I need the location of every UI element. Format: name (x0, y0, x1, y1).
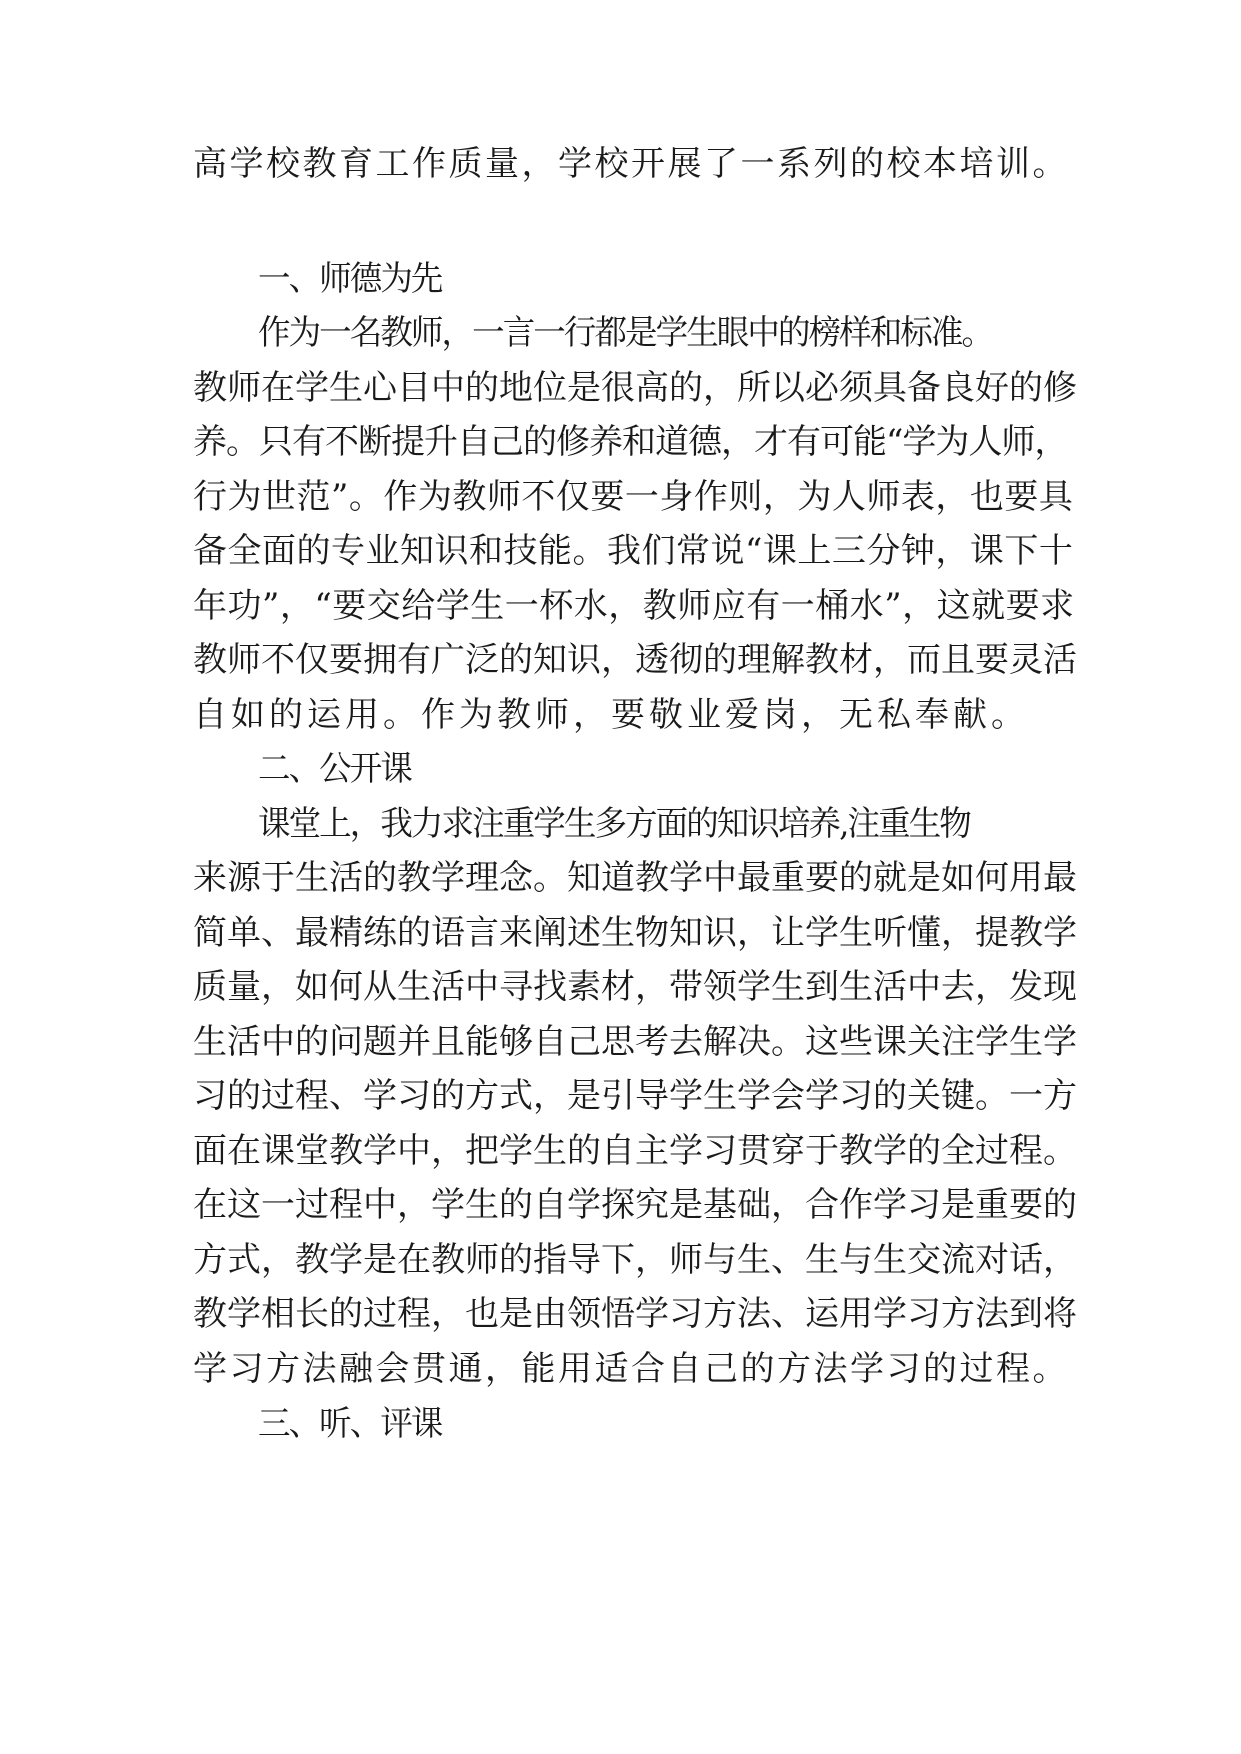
paragraph-line: 行为世范”。作为教师不仅要一身作则，为人师表，也要具 (193, 477, 1074, 517)
paragraph-line: 方式，教学是在教师的指导下，师与生、生与生交流对话， (193, 1240, 1077, 1280)
paragraph-line: 高学校教育工作质量，学校开展了一系列的校本培训。 (193, 144, 1069, 184)
paragraph-line: 教师不仅要拥有广泛的知识，透彻的理解教材，而且要灵活 (193, 640, 1077, 680)
paragraph-line: 教师在学生心目中的地位是很高的，所以必须具备良好的修 (193, 368, 1077, 408)
paragraph-line: 面在课堂教学中，把学生的自主学习贯穿于教学的全过程。 (193, 1131, 1077, 1171)
paragraph-line: 年功”，“要交给学生一杯水，教师应有一桶水”，这就要求 (193, 586, 1075, 626)
paragraph-line: 在这一过程中，学生的自学探究是基础，合作学习是重要的 (193, 1185, 1077, 1225)
paragraph-line: 课堂上，我力求注重学生多方面的知识培养,注重生物 (258, 804, 970, 844)
paragraph-line: 教学相长的过程，也是由领悟学习方法、运用学习方法到将 (193, 1294, 1077, 1334)
paragraph-line: 备全面的专业知识和技能。我们常说“课上三分钟，课下十 (193, 531, 1074, 571)
paragraph-line: 养。只有不断提升自己的修养和道德，才有可能“学为人师， (193, 422, 1068, 462)
section-heading-listen-evaluate: 三、听、评课 (258, 1404, 442, 1444)
paragraph-line: 自如的运用。作为教师，要敬业爱岗，无私奉献。 (193, 695, 1029, 735)
section-heading-open-class: 二、公开课 (258, 749, 411, 789)
paragraph-line: 习的过程、学习的方式，是引导学生学会学习的关键。一方 (193, 1076, 1077, 1116)
paragraph-line: 作为一名教师，一言一行都是学生眼中的榜样和标准。 (258, 313, 993, 353)
paragraph-line: 生活中的问题并且能够自己思考去解决。这些课关注学生学 (193, 1022, 1077, 1062)
paragraph-line: 学习方法融会贯通，能用适合自己的方法学习的过程。 (193, 1349, 1069, 1389)
paragraph-line: 质量，如何从生活中寻找素材，带领学生到生活中去，发现 (193, 967, 1077, 1007)
paragraph-line: 简单、最精练的语言来阐述生物知识，让学生听懂，提教学 (193, 913, 1077, 953)
section-heading-teacher-ethics: 一、师德为先 (258, 259, 442, 299)
paragraph-line: 来源于生活的教学理念。知道教学中最重要的就是如何用最 (193, 858, 1077, 898)
